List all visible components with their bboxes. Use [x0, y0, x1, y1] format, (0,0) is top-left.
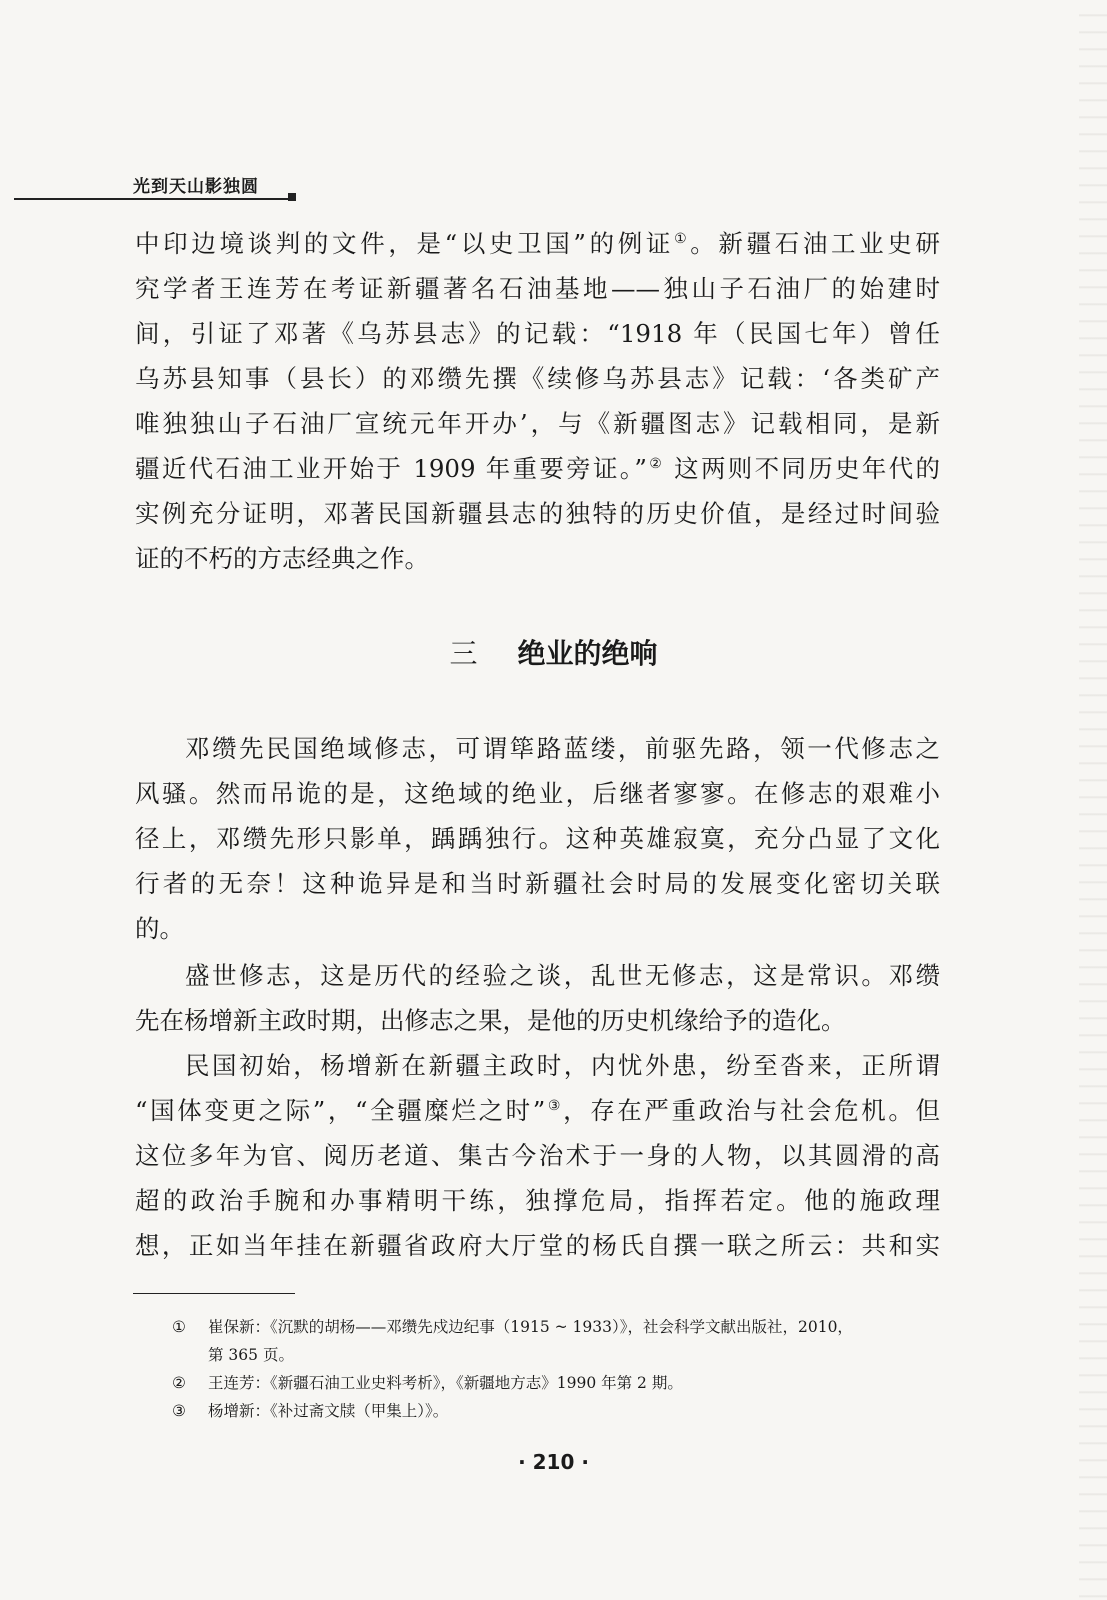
footnote-text: 崔保新：《沉默的胡杨——邓缵先戍边纪事（1915 ~ 1933）》，社会科学文献出版社，2010，	[208, 1318, 853, 1336]
text-line: 中印边境谈判的文件，是“以史卫国”的例证①。新疆石油工业史研	[135, 229, 940, 258]
scanned-page-edge	[1079, 0, 1107, 1600]
footnote-mark: ①	[172, 1318, 186, 1336]
footnote-text: 王连芳：《新疆石油工业史料考析》，《新疆地方志》1990 年第 2 期。	[208, 1374, 683, 1392]
footnote-ref-1[interactable]: ①	[674, 231, 691, 247]
footnote-1	[172, 1313, 942, 1369]
text-line: 风骚。然而吊诡的是，这绝域的绝业，后继者寥寥。在修志的艰难小	[135, 779, 940, 808]
text-line: 证的不朽的方志经典之作。	[135, 544, 429, 573]
text-line: 民国初始，杨增新在新疆主政时，内忧外患，纷至沓来，正所谓	[185, 1051, 940, 1080]
running-head: 光到天山影独圆	[133, 177, 259, 197]
continued-paragraph	[135, 221, 940, 581]
footnote-ref-3[interactable]: ③	[545, 1098, 564, 1114]
page-number: · 210 ·	[518, 1450, 589, 1474]
paragraph-2	[135, 953, 940, 1043]
text-line: 想，正如当年挂在新疆省政府大厅堂的杨氏自撰一联之所云：共和实	[135, 1231, 940, 1260]
footnote-mark: ③	[172, 1402, 186, 1420]
paragraph-1	[135, 726, 940, 951]
text-line: 唯独独山子石油厂宣统元年开办’，与《新疆图志》记载相同，是新	[135, 409, 940, 438]
text-line: 盛世修志，这是历代的经验之谈，乱世无修志，这是常识。邓缵	[185, 961, 940, 990]
footnote-mark: ②	[172, 1374, 186, 1392]
footnotes	[172, 1313, 942, 1425]
section-number: 三	[449, 637, 478, 670]
text-line: 超的政治手腕和办事精明干练，独撑危局，指挥若定。他的施政理	[135, 1186, 940, 1215]
text-line: 乌苏县知事（县长）的邓缵先撰《续修乌苏县志》记载：‘各类矿产	[135, 364, 940, 393]
text-line: “国体变更之际”，“全疆糜烂之时”③，存在严重政治与社会危机。但	[135, 1096, 940, 1125]
text-line: 径上，邓缵先形只影单，踽踽独行。这种英雄寂寞，充分凸显了文化	[135, 824, 940, 853]
text-line: 先在杨增新主政时期，出修志之果，是他的历史机缘给予的造化。	[135, 1006, 846, 1035]
text-line: 究学者王连芳在考证新疆著名石油基地——独山子石油厂的始建时	[135, 274, 940, 303]
section-title: 绝业的绝响	[517, 637, 658, 670]
footnote-rule	[133, 1293, 295, 1294]
footnote-text: 第 365 页。	[208, 1346, 294, 1364]
footnote-2	[172, 1369, 942, 1397]
running-head-marker	[288, 193, 296, 201]
text-line: 这位多年为官、阅历老道、集古今治术于一身的人物，以其圆滑的高	[135, 1141, 940, 1170]
text-line: 的。	[135, 914, 184, 943]
footnote-ref-2[interactable]: ②	[646, 456, 665, 472]
footnote-3	[172, 1397, 942, 1425]
text-line: 疆近代石油工业开始于 1909 年重要旁证。”② 这两则不同历史年代的	[135, 454, 940, 483]
text-line: 邓缵先民国绝域修志，可谓筚路蓝缕，前驱先路，领一代修志之	[185, 734, 940, 763]
paragraph-3	[135, 1043, 940, 1268]
text-line: 间，引证了邓著《乌苏县志》的记载：“1918 年（民国七年）曾任	[135, 319, 940, 348]
running-head-rule	[14, 198, 294, 200]
footnote-text: 杨增新：《补过斋文牍（甲集上）》。	[208, 1402, 449, 1420]
text-line: 实例充分证明，邓著民国新疆县志的独特的历史价值，是经过时间验	[135, 499, 940, 528]
section-heading	[0, 632, 1107, 672]
text-line: 行者的无奈！这种诡异是和当时新疆社会时局的发展变化密切关联	[135, 869, 940, 898]
